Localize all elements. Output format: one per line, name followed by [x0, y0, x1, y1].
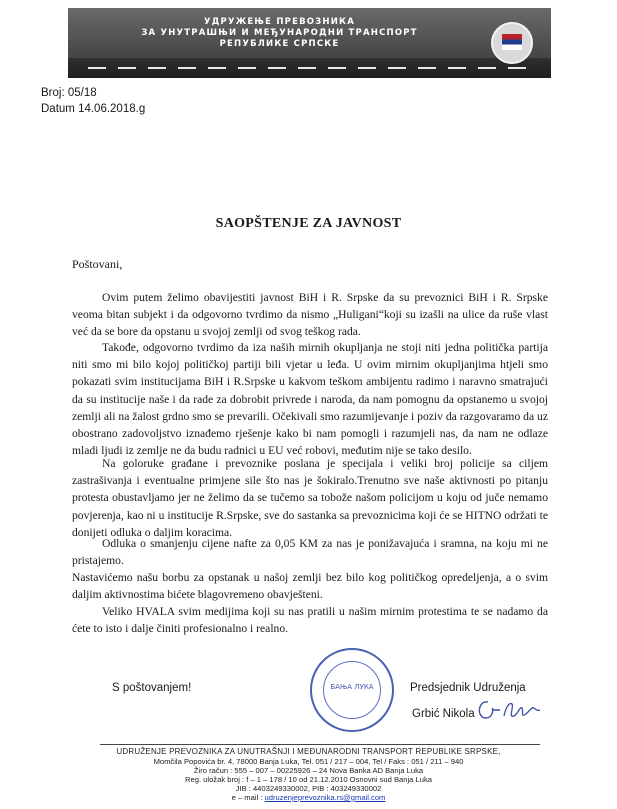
coat-of-arms-icon: [491, 22, 533, 64]
paragraph-4: Odluka o smanjenju cijene nafte za 0,05 KM za nas je ponižavajuća i sramna, na koju mi ne pristajemo.: [72, 537, 548, 568]
document-number: Broj: 05/18: [41, 87, 97, 99]
paragraph-3: Na goloruke građane i prevoznike poslana je specijala i veliki broj policije sa ciljem zastrašivanja i eventualne primjene sile što nas je šokiralo.Trenutno sve naše aktivnosti po pitanju protesta obustavljamo jer ne želimo da se tučemo sa tobože našom policijom u koju od juče nemamo povjerenja, kao ni u institucije R.Srpske, sve do sastanka sa prevoznicima koji će se HITNO održati te donijeti odluka o daljim koracima.: [72, 457, 548, 539]
road-graphic: [68, 58, 551, 78]
footer-email-label: e – mail :: [231, 793, 265, 802]
document-date: Datum 14.06.2018.g: [41, 103, 146, 115]
stamp-city-text: БАЊА ЛУКА: [330, 683, 374, 691]
paragraph-6: Veliko HVALA svim medijima koji su nas pratili u našim mirnim protestima te se nadamo da ćete to isto i dalje činiti profesionalno i realno.: [72, 605, 548, 636]
footer-tax-ids: JIB : 4403249330002, PIB : 403249330002: [235, 784, 382, 793]
document-title: SAOPŠTENJE ZA JAVNOST: [215, 216, 402, 231]
flag-shield-icon: [502, 34, 522, 50]
greeting: Poštovani,: [72, 257, 123, 271]
handwritten-signature: [474, 696, 544, 726]
paragraph-2: Takođe, odgovorno tvrdimo da iza naših mirnih okupljanja ne stoji niti jedna politička partija niti smo mi bilo kojoj političkoj partiji bili vjetar u leđa. U ovim mirnim okupljanjima htjeli smo pokazati svim institucijama BiH i R.Srpske u kakvom teškom ambijentu radimo i naravno smatrajući da su institucije naše i da rade za dobrobit privrede i naroda, da nam pomognu da opstanemo u svojoj zemlji ali na žalost grdno smo se prevarili. Očekivali smo razumijevanje i poziv da razgovaramo da uz obostrano zadovoljstvo iznađemo rješenje kako bi nam pomogli i razumjeli nas, da nam ne odlaze mladi ljudi iz zemlje ne da budu radnici u EU već robovi, međutim nije se tako desilo.: [72, 341, 548, 458]
president-name: Grbić Nikola: [412, 708, 475, 720]
official-stamp: [310, 648, 394, 732]
footer-email-link[interactable]: udruzenjeprevoznika.rs@gmail.com: [264, 793, 386, 802]
footer-address: Momčila Popovića br. 4, 78000 Banja Luka, Tel. 051 / 217 – 004, Tel / Faks : 051 / 211 – 940: [153, 757, 464, 766]
letterhead-line-3: РЕПУБЛИКЕ СРПСКЕ: [219, 39, 340, 49]
paragraph-1: Ovim putem želimo obavijestiti javnost BiH i R. Srpske da su prevoznici BiH i R. Srpske veoma bitan subjekt i da odgovorno tvrdimo da nismo „Huligani“koji su izašli na ulice da ruše vlast već da se bore da opstanu u svojoj zemlji od svog teškog rada.: [72, 291, 548, 339]
footer-bank-account: Žiro račun : 555 – 007 – 00225926 – 24 Nova Banka AD Banja Luka: [193, 766, 424, 775]
footer-registration: Reg. uložak broj : f – 1 – 178 / 10 od 21.12.2010 Osnovni sud Banja Luka: [185, 775, 432, 784]
footer-org-name: UDRUŽENJE PREVOZNIKA ZA UNUTRAŠNJI I MEĐUNARODNI TRANSPORT REPUBLIKE SRPSKE,: [116, 747, 501, 756]
footer-divider: [100, 744, 540, 745]
letterhead-line-2: ЗА УНУТРАШЊИ И МЕЂУНАРОДНИ ТРАНСПОРТ: [141, 28, 418, 38]
footer-email-line: [0, 793, 617, 802]
letterhead-banner: [68, 8, 551, 78]
closing-regards: S poštovanjem!: [112, 682, 192, 694]
president-title: Predsjednik Udruženja: [410, 682, 526, 694]
paragraph-5: Nastavićemo našu borbu za opstanak u našoj zemlji bez bilo kog političkog opredeljenja, a o svim daljim aktivnostima bićete blagovremeno obavješteni.: [72, 571, 548, 602]
letterhead-line-1: УДРУЖЕЊЕ ПРЕВОЗНИКА: [204, 17, 355, 27]
